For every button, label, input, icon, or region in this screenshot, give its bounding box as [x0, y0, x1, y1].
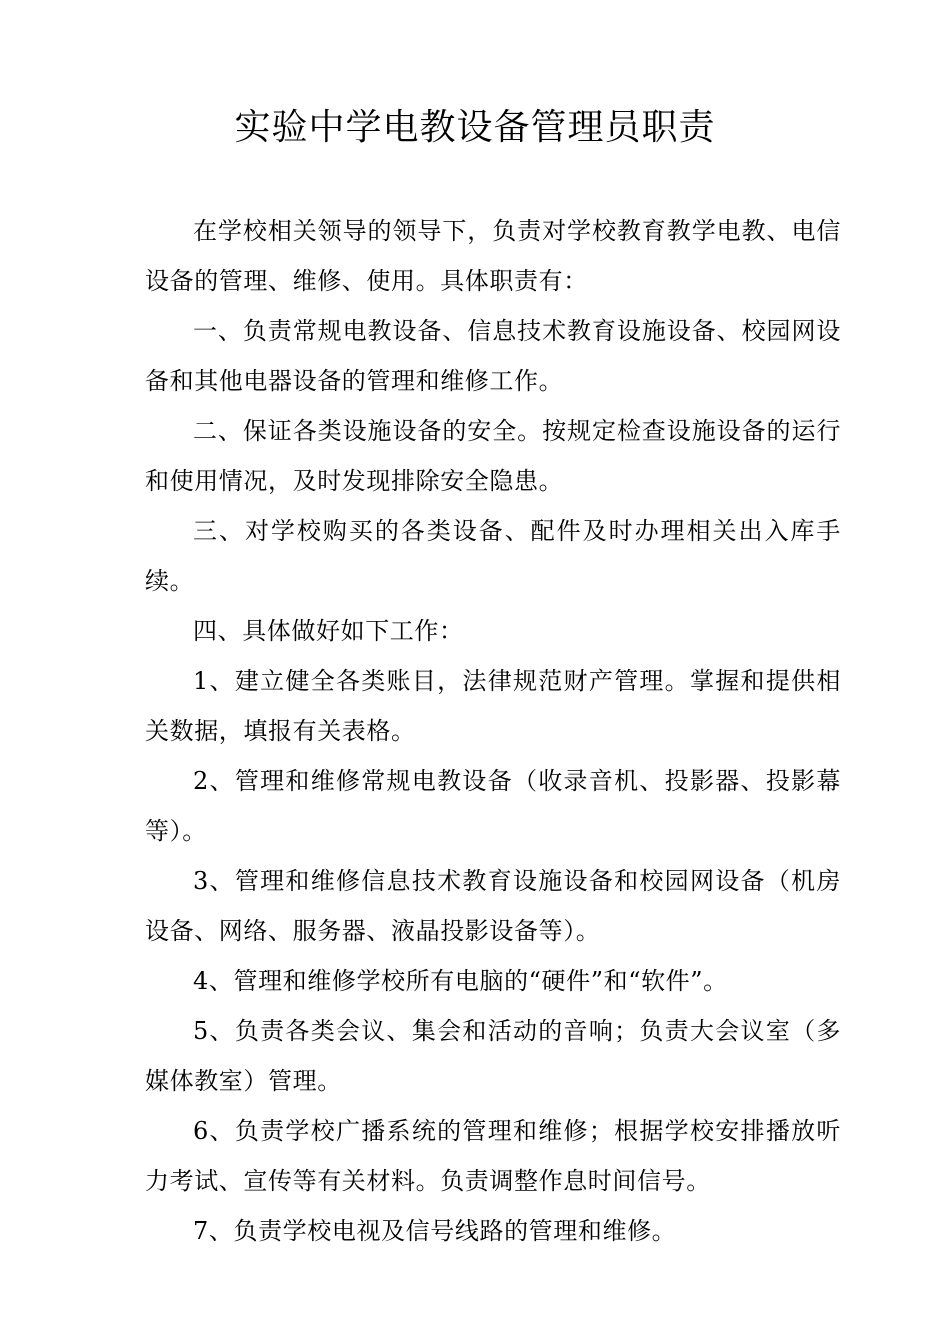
- paragraph-task-6: 6、负责学校广播系统的管理和维修；根据学校安排播放听力考试、宣传等有关材料。负责调整作息时间信号。: [145, 1117, 841, 1195]
- paragraph-duty-3: 三、对学校购买的各类设备、配件及时办理相关出入库手续。: [145, 517, 841, 595]
- document-title: 实验中学电教设备管理员职责: [234, 107, 716, 148]
- document-body: [145, 206, 841, 1256]
- paragraph-task-3: 3、管理和维修信息技术教育设施设备和校园网设备（机房设备、网络、服务器、液晶投影设备等）。: [145, 867, 841, 945]
- paragraph-task-7: 7、负责学校电视及信号线路的管理和维修。: [193, 1217, 677, 1245]
- paragraph-duty-2: 二、保证各类设施设备的安全。按规定检查设施设备的运行和使用情况，及时发现排除安全隐患。: [145, 417, 841, 495]
- paragraph-duty-4: 四、具体做好如下工作：: [193, 617, 464, 645]
- paragraph-task-1: 1、建立健全各类账目，法律规范财产管理。掌握和提供相关数据，填报有关表格。: [145, 667, 841, 745]
- paragraph-duty-1: 一、负责常规电教设备、信息技术教育设施设备、校园网设备和其他电器设备的管理和维修工作。: [145, 317, 841, 395]
- paragraph-task-5: 5、负责各类会议、集会和活动的音响；负责大会议室（多媒体教室）管理。: [145, 1017, 841, 1095]
- paragraph-task-4: 4、管理和维修学校所有电脑的“硬件”和“软件”。: [193, 967, 728, 995]
- paragraph-task-2: 2、管理和维修常规电教设备（收录音机、投影器、投影幕等）。: [145, 767, 841, 845]
- paragraph-intro: 在学校相关领导的领导下，负责对学校教育教学电教、电信设备的管理、维修、使用。具体职责有：: [145, 217, 841, 295]
